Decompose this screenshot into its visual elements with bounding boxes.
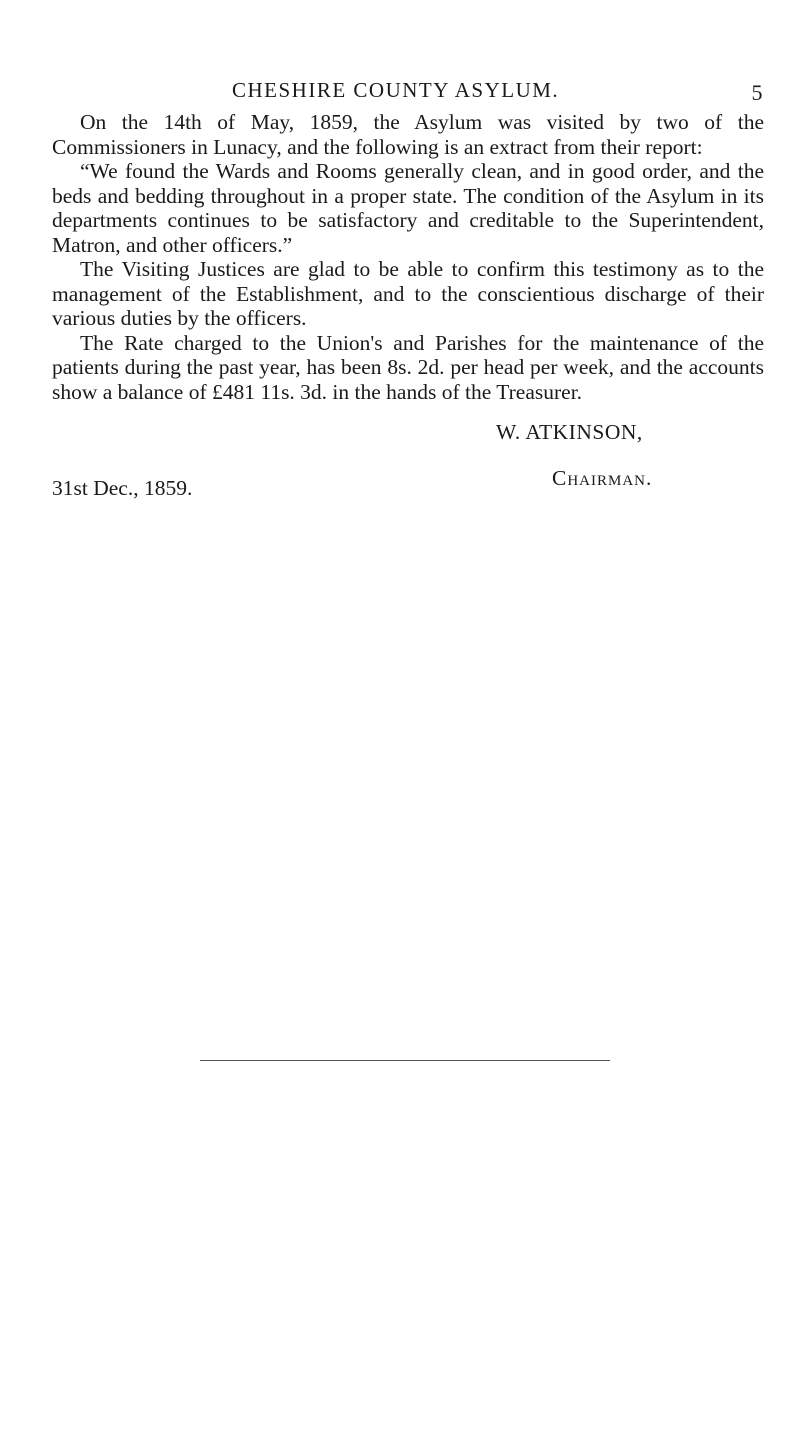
paragraph-commissioners-visit: On the 14th of May, 1859, the Asylum was visited by two of the Commissioners in Lunacy, and the following is an extract from their report:	[52, 110, 764, 159]
paragraph-rate-charged: The Rate charged to the Union's and Parishes for the maintenance of the patients during the past year, has been 8s. 2d. per head per week, and the accounts show a balance of £481 11s. 3d. in the hands of the Treasurer.	[52, 330, 764, 404]
signatory-title: Chairman.	[552, 466, 653, 490]
signature-date: 31st Dec., 1859.	[52, 476, 193, 500]
running-title: CHESHIRE COUNTY ASYLUM.	[232, 78, 560, 102]
body-text	[52, 110, 764, 404]
footer-rule	[200, 1060, 610, 1061]
signatory-name: W. ATKINSON,	[496, 420, 643, 444]
document-page	[52, 78, 764, 510]
running-head	[52, 78, 764, 110]
signature-block	[52, 420, 764, 510]
page-number: 5	[751, 80, 764, 105]
paragraph-report-extract: “We found the Wards and Rooms generally clean, and in good order, and the beds and bedding throughout in a proper state. The condition of the Asylum in its departments continues to be satisfactory and creditable to the Superintendent, Matron, and other officers.”	[52, 159, 764, 257]
paragraph-visiting-justices: The Visiting Justices are glad to be able to confirm this testimony as to the management of the Establishment, and to the conscientious discharge of their various duties by the officers.	[52, 257, 764, 330]
